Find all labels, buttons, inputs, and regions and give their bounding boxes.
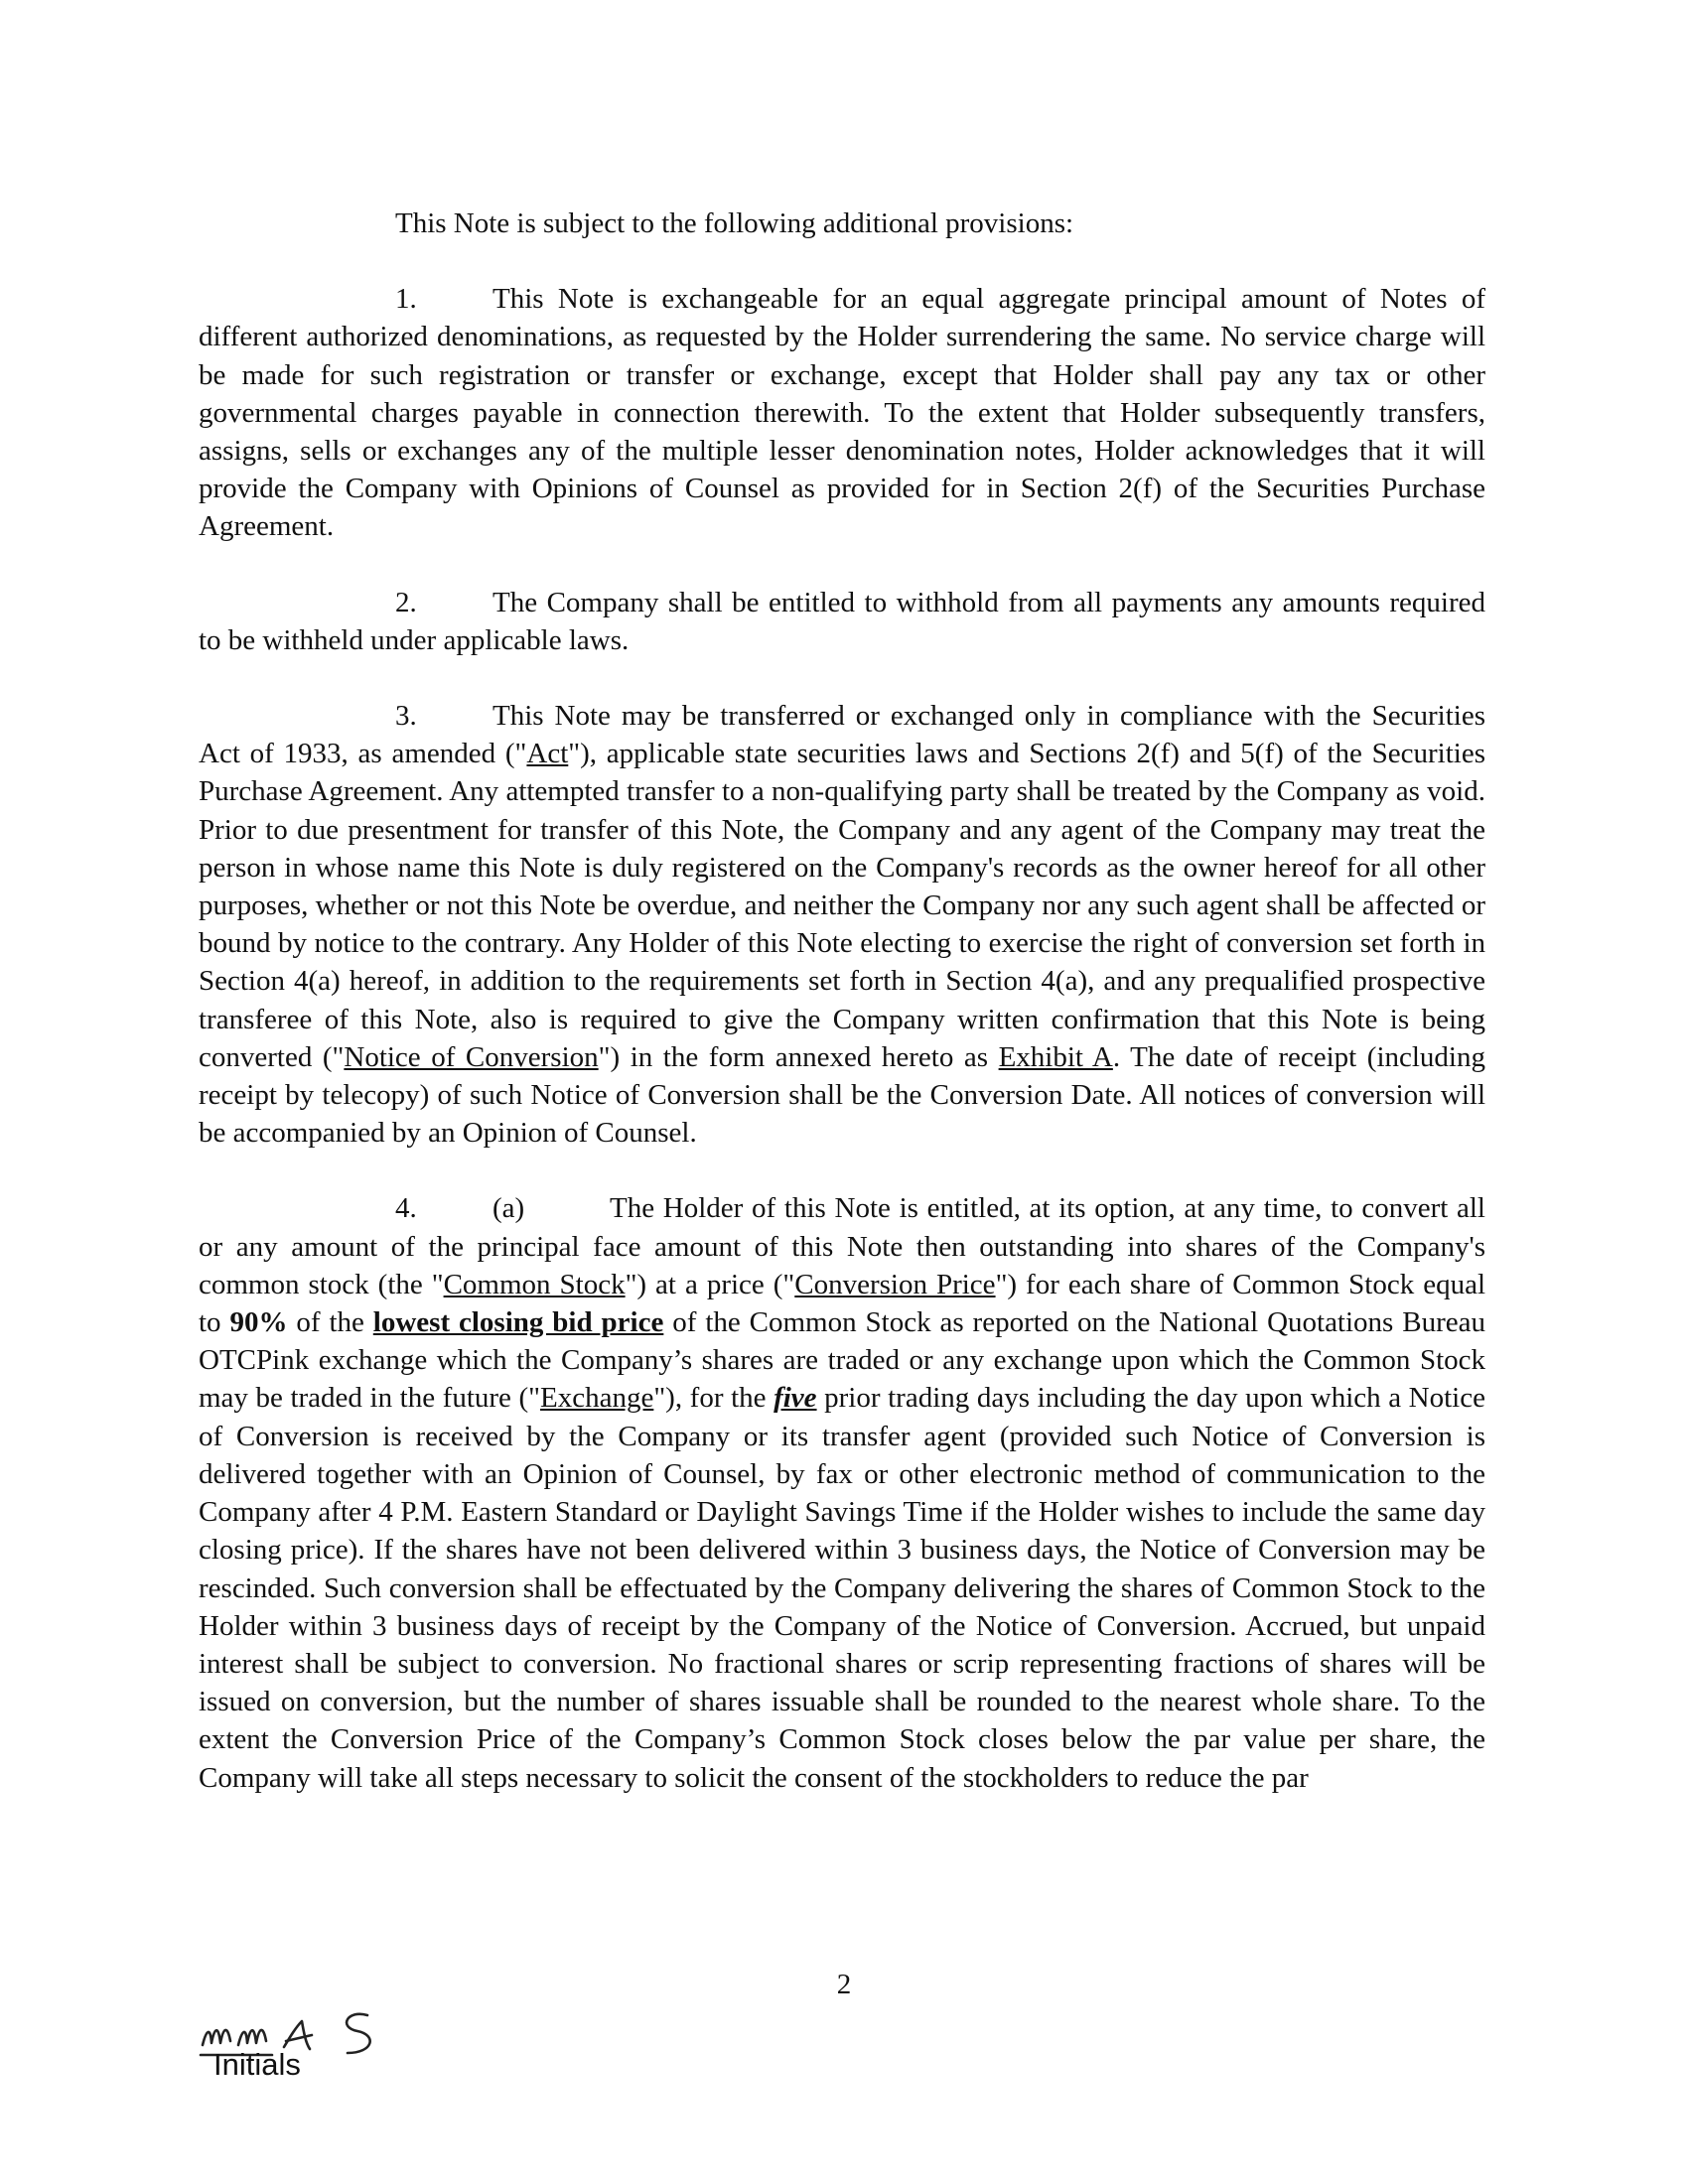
exhibit-reference: Exhibit A <box>998 1040 1113 1073</box>
subsection-label: (a) <box>492 1192 525 1225</box>
provision-4 <box>199 1189 1485 1796</box>
intro-line: This Note is subject to the following additional provisions: <box>395 207 1074 239</box>
percentage-value: 90% <box>229 1306 288 1339</box>
provision-number: 2. <box>395 586 417 618</box>
provision-text: prior trading days including the day upon which a Notice of Conversion is received by the Company or its transfer agent (provided such Notice of Conversion is delivered together with an Opinion of Counsel, by fax or other electronic method of communication to the Company after 4 P.M. Eastern Standard or Daylight Savings Time if the Holder wishes to include the same day closing price). If the shares have not been delivered within 3 business days, the Notice of Conversion may be rescinded. Such conversion shall be effectuated by the Company delivering the shares of Common Stock to the Holder within 3 business days of receipt by the Company of the Notice of Conversion. Accrued, but unpaid interest shall be subject to conversion. No fractional shares or scrip representing fractions of shares will be issued on conversion, but the number of shares issuable shall be rounded to the nearest whole share. To the extent the Conversion Price of the Company’s Common Stock closes below the par value per share, the Company will take all steps necessary to solicit the consent of the stockholders to reduce the par <box>199 1382 1485 1794</box>
provision-number: 1. <box>395 283 417 316</box>
trading-days-count: five <box>774 1382 817 1415</box>
defined-term-notice-of-conversion: Notice of Conversion <box>344 1040 599 1073</box>
provision-text: "), applicable state securities laws and Sections 2(f) and 5(f) of the Securities Purchase Agreement. Any attempted transfer to a non-qualifying party shall be treated by the Company as void. Prior to due presentment for transfer of this Note, the Company and any agent of the Company may treat the person in whose name this Note is duly registered on the Company's records as the owner hereof for all other purposes, whether or not this Note be overdue, and neither the Company nor any such agent shall be affected or bound by notice to the contrary. Any Holder of this Note electing to exercise the right of conversion set forth in Section 4(a) hereof, in addition to the requirements set forth in Section 4(a), and any prequalified prospective transferee of this Note, also is required to give the Company written confirmation that this Note is being converted (" <box>199 738 1485 1073</box>
page-number: 2 <box>836 1969 852 2000</box>
provision-text: ") for each share of Common Stock equal to <box>199 1268 1486 1339</box>
provision-text: of the <box>287 1306 373 1339</box>
lowest-closing-bid-price: lowest closing bid price <box>372 1306 664 1339</box>
provision-text: This Note may be transferred or exchanged only in compliance with the Securities Act of 1933, as amended (" <box>199 700 1485 770</box>
initials-label: Initials <box>213 2047 301 2082</box>
defined-term-exchange: Exchange <box>540 1382 654 1415</box>
provision-2 <box>199 584 1485 659</box>
defined-term-act: Act <box>526 738 569 770</box>
provision-3 <box>199 697 1485 1152</box>
provision-text: ") at a price (" <box>625 1268 795 1300</box>
provision-number: 4. <box>395 1192 417 1225</box>
provision-number: 3. <box>395 700 417 733</box>
provision-text: . The date of receipt (including receipt by telecopy) of such Notice of Conversion shall be the Conversion Date. All notices of conversion will be accompanied by an Opinion of Counsel. <box>199 1040 1485 1150</box>
provision-text: "), for the <box>653 1382 774 1415</box>
provision-text: of the Common Stock as reported on the National Quotations Bureau OTCPink exchange which the Company’s shares are traded or any exchange upon which the Common Stock may be traded in the future (" <box>199 1306 1485 1415</box>
provision-text: The Company shall be entitled to withhold from all payments any amounts required to be withheld under applicable laws. <box>199 586 1485 656</box>
provision-1 <box>199 280 1485 545</box>
provision-text: The Holder of this Note is entitled, at its option, at any time, to convert all or any amount of the principal face amount of this Note then outstanding into shares of the Company's common stock (the " <box>199 1192 1485 1300</box>
provision-text: This Note is exchangeable for an equal aggregate principal amount of Notes of different authorized denominations, as requested by the Holder surrendering the same. No service charge will be made for such registration or transfer or exchange, except that Holder shall pay any tax or other governmental charges payable in connection therewith. To the extent that Holder subsequently transfers, assigns, sells or exchanges any of the multiple lesser denomination notes, Holder acknowledges that it will provide the Company with Opinions of Counsel as provided for in Section 2(f) of the Securities Purchase Agreement. <box>199 283 1485 543</box>
document-body <box>199 205 1485 1835</box>
provision-text: ") in the form annexed hereto as <box>598 1040 999 1073</box>
defined-term-conversion-price: Conversion Price <box>794 1268 996 1300</box>
defined-term-common-stock: Common Stock <box>443 1268 626 1300</box>
